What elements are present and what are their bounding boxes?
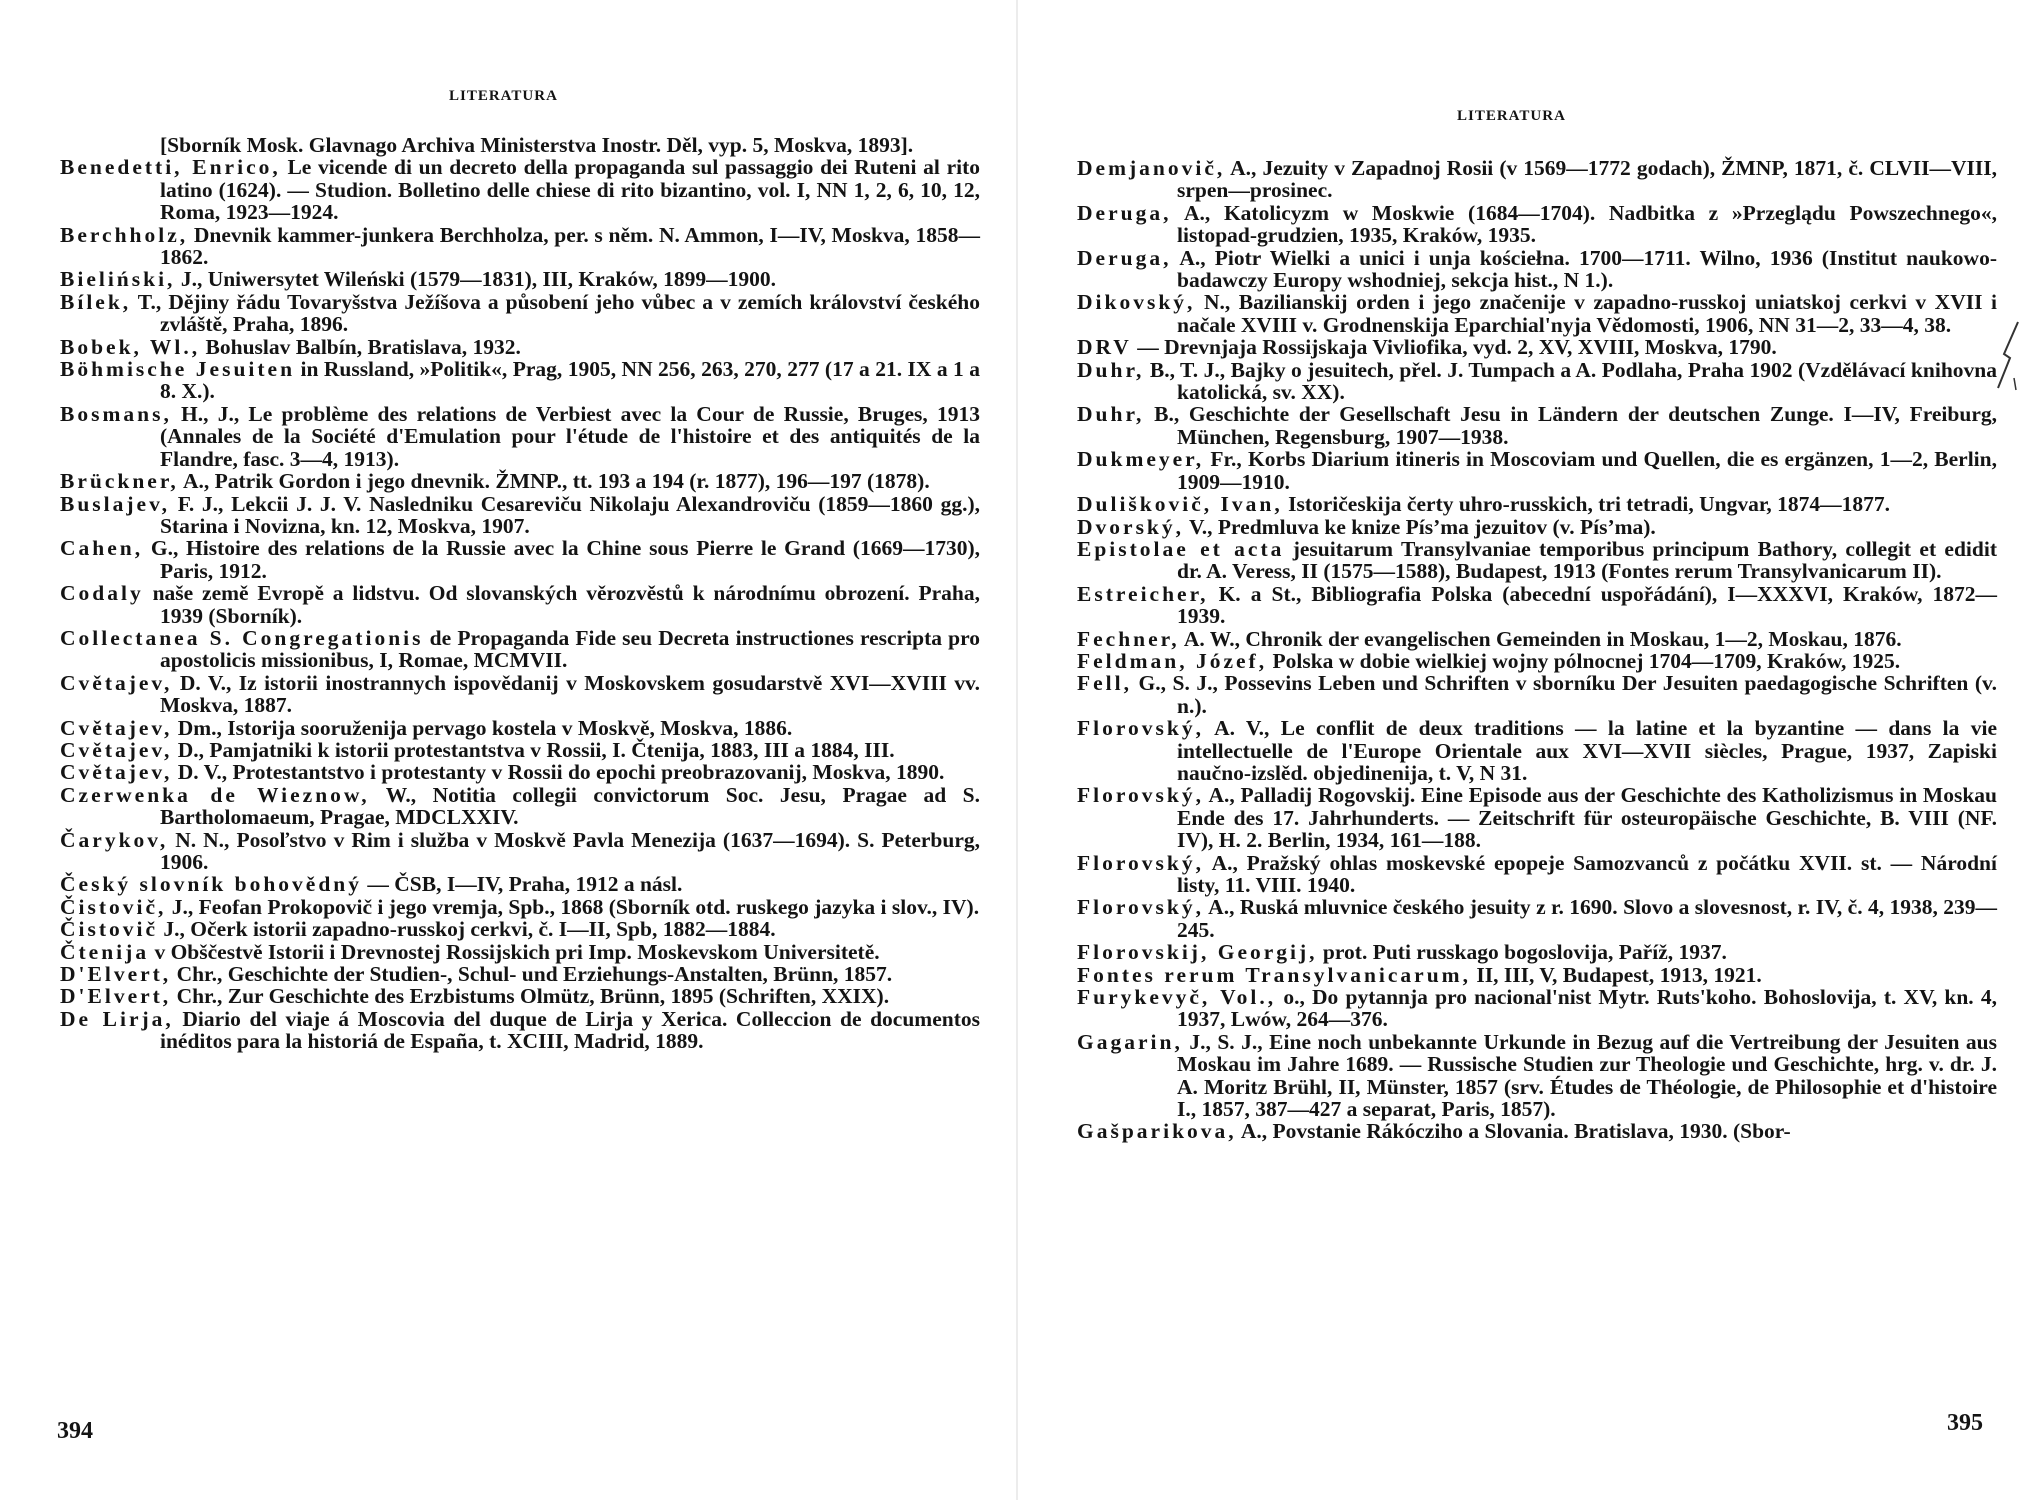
entry-text: Istoričeskija čerty uhro-russkich, tri tetradi, Ungvar, 1874—1877. <box>1282 492 1891 517</box>
bibliography-entry <box>60 672 980 717</box>
bibliography-entry <box>60 358 980 403</box>
entry-text: de Propaganda Fide seu Decreta instructiones rescripta pro apostolicis missionibus, I, Romae, MCMVII. <box>160 625 981 673</box>
entry-text: Dnevnik kammer-junkera Berchholza, per. s něm. N. Ammon, I—IV, Moskva, 1858—1862. <box>160 222 980 270</box>
bibliography-entry <box>60 941 980 963</box>
bibliography-entry <box>60 985 980 1007</box>
entry-author: Duhr, <box>1077 357 1145 382</box>
entry-author: Buslajev, <box>60 491 171 516</box>
bibliography-entry <box>60 963 980 985</box>
bibliography-entry <box>1077 672 1997 717</box>
entry-text: F. J., Lekcii J. J. V. Nasledniku Cesareviču Nikolaju Alexandroviču (1859—1860 gg.), Starina i Novizna, kn. 12, Moskva, 1907. <box>160 491 980 538</box>
bibliography-entry <box>60 470 980 492</box>
entry-author: Duhr, <box>1077 402 1145 427</box>
bibliography-entry <box>1077 1120 1997 1142</box>
bibliography-entry <box>60 627 980 672</box>
entry-text: B., T. J., Bajky o jesuitech, přel. J. Tumpach a A. Podlaha, Praha 1902 (Vzdělávací knihovna katolická, sv. XX). <box>1144 357 1997 405</box>
entry-author: D'Elvert, <box>60 984 172 1009</box>
page-number: 395 <box>1947 1410 1983 1436</box>
bibliography-entry <box>1077 291 1997 336</box>
entry-text: G., Histoire des relations de la Russie avec la Chine sous Pierre le Grand (1669—1730), Paris, 1912. <box>143 536 980 583</box>
bibliography-entry <box>60 403 980 470</box>
entry-text: G., S. J., Possevins Leben und Schriften v sborníku Der Jesuiten paedagogische Schriften (v. n.). <box>1132 671 1997 718</box>
entry-text: A. W., Chronik der evangelischen Gemeinden in Moskau, 1—2, Moskau, 1876. <box>1179 626 1902 651</box>
entry-text: naše země Evropě a lidstvu. Od slovanských věrozvěstů k národnímu obrození. Praha, 1939 (Sborník). <box>143 581 980 628</box>
bibliography-entry <box>1077 717 1997 784</box>
entry-author: Furykevyč, Vol., <box>1077 985 1277 1010</box>
entry-author: Bobek, Wl., <box>60 334 201 359</box>
bibliography-entry <box>60 268 980 290</box>
bibliography-entry <box>60 896 980 918</box>
entry-text: o., Do pytannja pro nacional'nist Mytr. Ruts'koho. Bohoslovija, t. XV, kn. 4, 1937, Lwów, 264—376. <box>1177 985 1997 1032</box>
entry-author: Bieliński, <box>60 267 176 292</box>
entry-author: Estreicher, <box>1077 581 1209 606</box>
entry-text: Chr., Geschichte der Studien-, Schul- und Erziehungs-Anstalten, Brünn, 1857. <box>171 962 893 987</box>
entry-text: A., Jezuity v Zapadnoj Rosii (v 1569—1772 godach), ŽMNP, 1871, č. CLVII—VIII, srpen—prosinec. <box>1177 156 1997 203</box>
bibliography-entry <box>1077 247 1997 292</box>
bibliography-entry <box>60 873 980 895</box>
entry-text: D. V., Iz istorii inostrannych ispovědanij v Moskovskem gosudarstvě XVI—XVIII vv. Moskva, 1887. <box>160 670 980 718</box>
bibliography-entry <box>1077 852 1997 897</box>
margin-pencil-mark <box>1992 318 2026 392</box>
bibliography-entry <box>1077 1031 1997 1121</box>
entry-author: Čistovič <box>60 917 159 942</box>
bibliography-entry <box>1077 336 1997 358</box>
entry-author: Čtenija <box>60 939 150 964</box>
bibliography-entry <box>60 739 980 761</box>
entry-author: Feldman, Józef, <box>1077 648 1268 673</box>
entry-author: Florovskij, Georgij, <box>1077 940 1318 965</box>
bibliography-entry <box>1077 941 1997 963</box>
bibliography-entry <box>1077 896 1997 941</box>
bibliography-entry <box>60 582 980 627</box>
entry-author: Collectanea S. Congregationis <box>60 625 424 650</box>
entry-text: Polska w dobie wielkiej wojny pólnocnej 1704—1709, Kraków, 1925. <box>1267 648 1901 673</box>
bibliography-list <box>1077 157 1997 1143</box>
running-head: LITERATURA <box>1457 108 1566 124</box>
entry-text: v Obščestvě Istorii i Drevnostej Rossijskich pri Imp. Moskevskom Universitetě. <box>149 939 880 964</box>
entry-text: N., Bazilianskij orden i jego značenije v zapadno-russkoj uniatskoj cerkvi v XVII i načale XVIII v. Grodnenskija Eparchial'nyja Vědomosti, 1906, NN 31—2, 33—4, 38. <box>1177 290 1997 337</box>
entry-text: A., Pražský ohlas moskevské epopeje Samozvanců z počátku XVII. st. — Národní listy, 11. VIII. 1940. <box>1177 850 1997 897</box>
entry-text: Bohuslav Balbín, Bratislava, 1932. <box>200 334 521 359</box>
entry-text: II, III, V, Budapest, 1913, 1921. <box>1470 962 1762 987</box>
running-head: LITERATURA <box>449 88 558 104</box>
entry-author: Florovský, <box>1077 783 1204 808</box>
entry-author: Codaly <box>60 581 144 606</box>
entry-author: Čarykov, <box>60 827 169 852</box>
entry-text: Chr., Zur Geschichte des Erzbistums Olmütz, Brünn, 1895 (Schriften, XXIX). <box>171 984 890 1009</box>
entry-author: DRV <box>1077 335 1132 360</box>
bibliography-entry <box>60 134 980 156</box>
entry-author: Cahen, <box>60 536 144 561</box>
entry-author: Gašparikova, <box>1077 1119 1237 1144</box>
entry-text: D., Pamjatniki k istorii protestantstva v Rossii, I. Čtenija, 1883, III a 1884, III. <box>172 737 895 762</box>
bibliography-entry <box>60 156 980 223</box>
bibliography-entry <box>1077 403 1997 448</box>
entry-text: Dm., Istorija sooruženija pervago kostela v Moskvě, Moskva, 1886. <box>172 715 793 740</box>
entry-author: Benedetti, Enrico, <box>60 155 281 180</box>
entry-author: Fontes rerum Transylvanicarum, <box>1077 962 1471 987</box>
bibliography-entry <box>1077 650 1997 672</box>
entry-text: A., Piotr Wielki a unici i unja kościełna. 1700—1711. Wilno, 1936 (Institut naukowo-badawczy Europy wshodniej, sekcja hist., N 1.). <box>1171 245 1997 293</box>
entry-text: [Sborník Mosk. Glavnago Archiva Ministerstva Inostr. Děl, vyp. 5, Moskva, 1893]. <box>160 133 914 157</box>
entry-author: Cvětajev, <box>60 760 173 785</box>
right-page <box>1017 0 2034 1500</box>
bibliography-entry <box>60 761 980 783</box>
entry-author: Florovský, <box>1077 716 1204 741</box>
bibliography-entry <box>60 537 980 582</box>
entry-author: Čistovič, <box>60 894 167 919</box>
entry-text: — Drevnjaja Rossijskaja Vivliofika, vyd. 2, XV, XVIII, Moskva, 1790. <box>1131 335 1777 360</box>
entry-text: A., Palladij Rogovskij. Eine Episode aus der Geschichte des Katholizismus in Moskau Ende des 17. Jahrhunderts. — Zeitschrift für osteuropäische Geschichte, B. VIII (NF. IV), H. 2. Berlin, 1934, 161—188. <box>1177 783 1997 853</box>
entry-author: D'Elvert, <box>60 962 172 987</box>
entry-text: jesuitarum Transylvaniae temporibus principum Bathory, collegit et edidit dr. A. Veress, II (1575—1588), Budapest, 1913 (Fontes rerum Transylvanicarum II). <box>1177 536 1997 584</box>
entry-author: Bílek, <box>60 289 132 314</box>
entry-text: K. a St., Bibliografia Polska (abecední uspořádání), I—XXXVI, Kraków, 1872—1939. <box>1177 581 1997 629</box>
entry-text: B., Geschichte der Gesellschaft Jesu in Ländern der deutschen Zunge. I—IV, Freiburg, München, Regensburg, 1907—1938. <box>1144 402 1997 449</box>
entry-author: Fell, <box>1077 671 1132 696</box>
bibliography-entry <box>60 291 980 336</box>
bibliography-entry <box>1077 448 1997 493</box>
bibliography-entry <box>60 493 980 538</box>
entry-text: H., J., Le problème des relations de Verbiest avec la Cour de Russie, Bruges, 1913 (Annales de la Société d'Emulation pour l'étude de l'histoire et des antiquités de la Flandre, fasc. 3—4, 1913). <box>160 401 980 471</box>
entry-author: Epistolae et acta <box>1077 536 1285 561</box>
bibliography-entry <box>1077 493 1997 515</box>
entry-author: Bosmans, <box>60 401 172 426</box>
entry-text: J., Uniwersytet Wileński (1579—1831), III, Kraków, 1899—1900. <box>175 267 777 292</box>
entry-text: in Russland, »Politik«, Prag, 1905, NN 256, 263, 270, 277 (17 a 21. IX a 1 a 8. X.). <box>160 357 980 404</box>
bibliography-entry <box>60 829 980 874</box>
entry-text: A., Povstanie Rákócziho a Slovania. Bratislava, 1930. (Sbor- <box>1236 1119 1791 1144</box>
bibliography-entry <box>60 717 980 739</box>
page-number: 394 <box>57 1418 93 1444</box>
bibliography-list <box>60 134 980 1053</box>
entry-author: Cvětajev, <box>60 737 173 762</box>
entry-text: T., Dějiny řádu Tovaryšstva Ježíšova a působení jeho vůbec a v zemích království českého zvláště, Praha, 1896. <box>131 289 980 337</box>
bibliography-entry <box>60 784 980 829</box>
entry-author: Demjanovič, <box>1077 156 1226 180</box>
bibliography-entry <box>60 224 980 269</box>
entry-text: — ČSB, I—IV, Praha, 1912 a násl. <box>362 872 683 897</box>
entry-author: De Lirja, <box>60 1006 174 1031</box>
entry-text: V., Predmluva ke knize Písʼma jezuitov (v. Písʼma). <box>1184 514 1656 539</box>
entry-author: Fechner, <box>1077 626 1180 651</box>
entry-text: A. V., Le conflit de deux traditions — la latine et la byzantine — dans la vie intellectuelle de l'Europe Orientale aux XVI—XVII siècles, Prague, 1937, Zapiski naučno-izslěd. objedinenija, t. V, N 31. <box>1177 716 1997 785</box>
bibliography-entry <box>1077 202 1997 247</box>
entry-text: N. N., Posoľstvo v Rim i služba v Moskvě Pavla Menezija (1637—1694). S. Peterburg, 1906. <box>160 827 980 874</box>
entry-author: Florovský, <box>1077 850 1204 875</box>
entry-text: Fr., Korbs Diarium itineris in Moscoviam und Quellen, die es ergänzen, 1—2, Berlin, 1909—1910. <box>1177 447 1997 494</box>
entry-text: A., Ruská mluvnice českého jesuity z r. 1690. Slovo a slovesnost, r. IV, č. 4, 1938, 239—245. <box>1177 895 1997 942</box>
bibliography-entry <box>1077 986 1997 1031</box>
bibliography-entry <box>1077 538 1997 583</box>
bibliography-entry <box>1077 964 1997 986</box>
bibliography-entry <box>60 1008 980 1053</box>
bibliography-entry <box>1077 583 1997 628</box>
entry-author: Gagarin, <box>1077 1029 1183 1054</box>
entry-author: Dikovský, <box>1077 290 1196 315</box>
bibliography-entry <box>1077 157 1997 202</box>
entry-text: Diario del viaje á Moscovia del duque de Lirja y Xerica. Colleccion de documentos inéditos para la historiá de España, t. XCIII, Madrid, 1889. <box>160 1006 980 1054</box>
entry-text: W., Notitia collegii convictorum Soc. Jesu, Pragae ad S. Bartholomaeum, Pragae, MDCLXXIV. <box>160 782 981 830</box>
bibliography-entry <box>60 336 980 358</box>
entry-text: Le vicende di un decreto della propaganda sul passaggio dei Ruteni al rito latino (1624). — Studion. Bolletino delle chiese di rito bizantino, vol. I, NN 1, 2, 6, 10, 12, Roma, 1923—1924. <box>160 155 980 225</box>
entry-text: J., Očerk istorii zapadno-russkoj cerkvi, č. I—II, Spb, 1882—1884. <box>158 917 776 942</box>
entry-author: Duliškovič, Ivan, <box>1077 492 1283 517</box>
bibliography-entry <box>1077 516 1997 538</box>
entry-text: prot. Puti russkago bogoslovija, Paříž, 1937. <box>1317 940 1727 965</box>
entry-author: Český slovník bohovědný <box>60 872 362 897</box>
entry-author: Berchholz, <box>60 222 189 247</box>
entry-text: J., S. J., Eine noch unbekannte Urkunde in Bezug auf die Vertreibung der Jesuiten aus Moskau im Jahre 1689. — Russische Studien zur Theologie und Geschichte, hrg. v. dr. J. A. Moritz Brühl, II, Münster, 1857 (srv. Études de Théologie, de Philosophie et d'histoire I., 1857, 387—427 a separat, Paris, 1857). <box>1177 1029 1997 1122</box>
entry-author: Deruga, <box>1077 200 1172 225</box>
entry-text: A., Patrik Gordon i jego dnevnik. ŽMNP., tt. 193 a 194 (r. 1877), 196—197 (1878). <box>178 469 930 494</box>
bibliography-entry <box>1077 628 1997 650</box>
entry-text: A., Katolicyzm w Moskwie (1684—1704). Nadbitka z »Przeglądu Powszechnego«, listopad-grudzien, 1935, Kraków, 1935. <box>1171 200 1997 248</box>
bibliography-entry <box>60 918 980 940</box>
bibliography-entry <box>1077 359 1997 404</box>
bibliography-entry <box>1077 784 1997 851</box>
entry-author: Dvorský, <box>1077 514 1185 539</box>
entry-author: Cvětajev, <box>60 670 173 695</box>
entry-author: Brückner, <box>60 469 179 494</box>
entry-author: Böhmische Jesuiten <box>60 357 296 382</box>
entry-author: Dukmeyer, <box>1077 447 1205 472</box>
entry-text: J., Feofan Prokopovič i jego vremja, Spb., 1868 (Sborník otd. ruskego jazyka i slov., IV). <box>166 894 980 919</box>
entry-author: Cvětajev, <box>60 715 173 740</box>
entry-author: Czerwenka de Wieznow, <box>60 782 370 807</box>
entry-author: Deruga, <box>1077 245 1172 270</box>
entry-author: Florovský, <box>1077 895 1204 920</box>
entry-text: D. V., Protestantstvo i protestanty v Rossii do epochi preobrazovanij, Moskva, 1890. <box>172 760 945 785</box>
